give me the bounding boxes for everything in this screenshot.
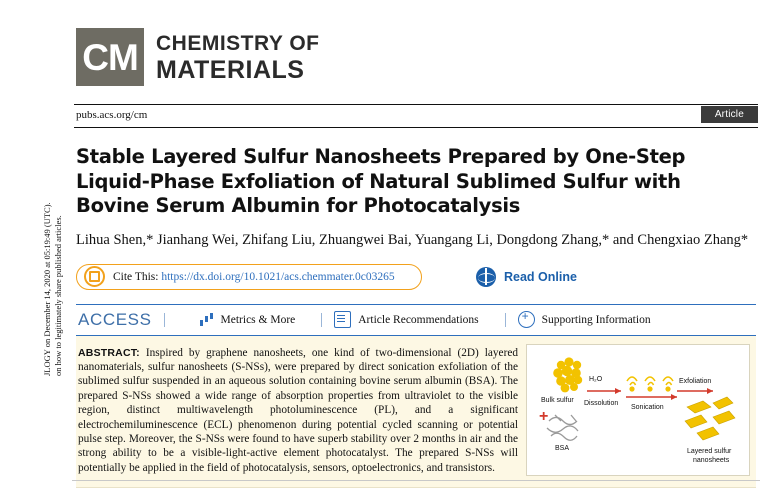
- toc-graphic-svg: [527, 345, 747, 473]
- cite-label-text: Cite This:: [113, 270, 159, 283]
- journal-wordmark: [156, 30, 320, 84]
- recommendations-label: Article Recommendations: [358, 313, 479, 326]
- svg-text:Dissolution: Dissolution: [584, 399, 619, 407]
- download-side-note: [42, 146, 64, 376]
- cite-this-label: [113, 271, 395, 283]
- bsa-molecule-shape: [547, 415, 578, 440]
- side-note-line1: JLOGY on December 14, 2020 at 05:19:49 (UTC).: [42, 202, 52, 376]
- access-button[interactable]: ACCESS: [78, 309, 152, 329]
- metrics-label: Metrics & More: [220, 313, 296, 326]
- article-content: [72, 0, 760, 491]
- cm-logo-icon: CM: [76, 28, 144, 86]
- article-list-icon: [334, 311, 351, 328]
- read-online-button[interactable]: [476, 264, 577, 290]
- article-recommendations-button[interactable]: [334, 311, 478, 328]
- bottom-divider: [72, 480, 760, 481]
- page-title: Stable Layered Sulfur Nanosheets Prepared by One-Step Liquid-Phase Exfoliation of Natural Sublimed Sulfur with Bovine Serum Albumin for Photocatalysis: [76, 145, 686, 217]
- abstract-body: Inspired by graphene nanosheets, one kind of two-dimensional (2D) layered nanomaterials, sulfur nanosheets (S-NSs), were prepared by direct sonication exfoliation of the sublimed sulfur suspended in an aqueous solution containing bovine serum albumin (BSA). The prepared S-NSs showed a wide range of absorption properties from ultraviolet to the visible region, distinct multiwavelength photoluminescence (PL), and a significant electrochemiluminescence (ECL) phenomenon during potential cycled scanning or potential pulse step. Moreover, the S-NSs were found to have superb stability over 2 months in air and the strong ability to be a visible-light-active element photocatalyst. The prepared S-NSs will potentially be applied in the field of photocatalysis, sensors, optoelectronics, and transistors.: [78, 346, 518, 474]
- author-list: Lihua Shen,* Jianhang Wei, Zhifang Liu, Zhuangwei Bai, Yuangang Li, Dongdong Zhang,* and Chengxiao Zhang*: [76, 231, 749, 248]
- svg-text:Layered sulfur: Layered sulfur: [687, 447, 732, 455]
- svg-text:H₂O: H₂O: [589, 375, 603, 383]
- toc-graphic: [526, 344, 750, 476]
- svg-text:Bulk sulfur: Bulk sulfur: [541, 396, 574, 404]
- svg-text:Sonication: Sonication: [631, 403, 664, 411]
- supporting-information-button[interactable]: [518, 311, 651, 328]
- access-bar: [76, 304, 756, 336]
- metrics-and-more-button[interactable]: [199, 312, 296, 327]
- bulk-sulfur-shape: [553, 357, 582, 392]
- wordmark-line-1: CHEMISTRY OF: [156, 32, 320, 55]
- divider: [164, 313, 165, 327]
- article-type-badge: Article: [701, 106, 758, 123]
- globe-icon: [476, 267, 496, 287]
- abstract-text: [78, 346, 518, 476]
- side-note-line2: on how to legitimately share published articles.: [53, 215, 63, 376]
- abstract-section: [76, 336, 756, 488]
- journal-url-link[interactable]: pubs.acs.org/cm: [76, 109, 148, 121]
- cite-row: [76, 264, 756, 292]
- cite-doi-link[interactable]: https://dx.doi.org/10.1021/acs.chemmater.0c03265: [161, 270, 395, 283]
- divider: [505, 313, 506, 327]
- cite-icon: [84, 266, 105, 287]
- sonication-waves: [627, 377, 673, 385]
- svg-text:nanosheets: nanosheets: [693, 456, 730, 464]
- svg-text:+: +: [539, 407, 549, 425]
- journal-masthead: [72, 0, 760, 104]
- plus-circle-icon: [518, 311, 535, 328]
- supporting-label: Supporting Information: [541, 313, 651, 326]
- bar-chart-icon: [199, 312, 214, 327]
- svg-text:Exfoliation: Exfoliation: [679, 377, 712, 385]
- layered-nanosheets-shape: [685, 397, 735, 440]
- abstract-heading: ABSTRACT:: [78, 346, 140, 359]
- cite-this-box[interactable]: [76, 264, 422, 290]
- svg-text:BSA: BSA: [555, 444, 570, 452]
- journal-bar: [74, 104, 758, 128]
- wordmark-line-2: MATERIALS: [156, 56, 305, 84]
- read-online-label: Read Online: [504, 269, 577, 284]
- divider: [321, 313, 322, 327]
